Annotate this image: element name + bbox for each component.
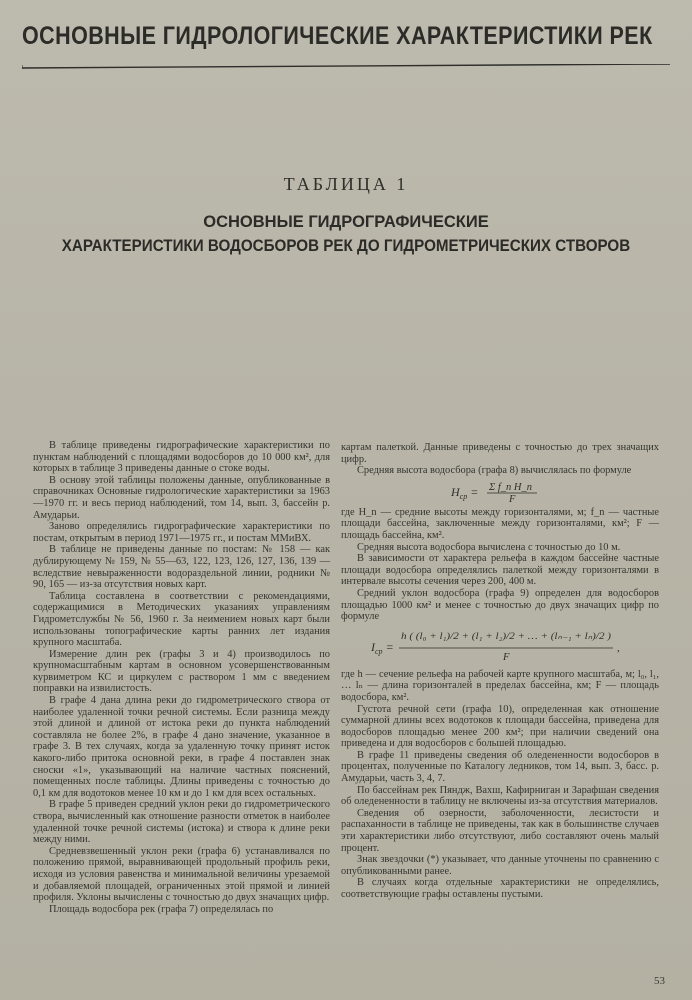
paragraph: Заново определялись гидрографические характеристики по постам, открытым в период 1971—1975 гг., и постам ММиВХ. <box>33 521 330 544</box>
paragraph: В зависимости от характера рельефа в каждом бассейне частные площади водосбора определялись палеткой между горизонталями в интервале высоты сечения через 200, 400 м. <box>341 553 659 588</box>
formula-denominator: F <box>503 651 510 663</box>
header-rule <box>22 64 670 72</box>
paragraph: Измерение длин рек (графы 3 и 4) производилось по крупномасштабным картам в основном усовершенствованным курвиметром КС и циркулем с раствором 1 мм с введением поправки на извилистость. <box>33 648 330 695</box>
formula-denominator: F <box>509 493 516 505</box>
left-text-column <box>33 440 330 915</box>
paragraph: В основу этой таблицы положены данные, опубликованные в справочниках Основные гидрологические характеристики за 1963—1970 гг. и весь период наблюдений, том 14, вып. 3, бассейн р. Амударьи. <box>33 474 330 521</box>
formula-lhs: H <box>451 484 460 499</box>
formula-lhs-sub: ср <box>459 491 468 501</box>
formula-numerator: Σ f_n H_n <box>489 481 532 493</box>
formula-lhs: I <box>371 639 375 654</box>
paragraph: Средний уклон водосбора (графа 9) определен для водосборов площадью 1000 км² и менее с точностью до двух значащих цифр по формуле <box>341 587 659 623</box>
formula-lhs-sub: ср <box>375 646 383 656</box>
paragraph: В графе 4 дана длина реки до гидрометрического створа от наиболее удаленной точки речной системы. Если разница между этой длиной и длиной от истока реки до пункта наблюдений составляла не более 2%, в графе 4 дано значение, указанное в графе 3. В тех случаях, когда за удаленную точку принят исток какого-либо притока основной реки, в графе 4 поставлен знак сноски «1», указывающий на наличие частных пояснений, помещенных после таблицы. Длины приведены с точностью до 0,1 км для водотоков менее 10 км и до 1 км для всех остальных. <box>33 695 330 799</box>
paragraph: Знак звездочки (*) указывает, что данные уточнены по сравнению с опубликованными ранее. <box>341 854 659 877</box>
paragraph: Сведения об озерности, заболоченности, лесистости и распаханности в таблице не приведены, так как в большинстве случаев эти характеристики либо отсутствуют, либо составляют очень малый процент. <box>341 807 659 854</box>
svg-text:Hср =: $H_{ср}$ = <box>451 484 479 501</box>
paragraph: В случаях когда отдельные характеристики не определялись, соответствующие графы оставлены пустыми. <box>341 877 659 900</box>
paragraph: По бассейнам рек Пяндж, Вахш, Кафирниган и Зарафшан сведения об оледененности в таблицу не включены из-за отсутствия материалов. <box>341 784 659 808</box>
paragraph: Площадь водосбора рек (графа 7) определялась по <box>49 903 274 915</box>
table-title-line1: ОСНОВНЫЕ ГИДРОГРАФИЧЕСКИЕ <box>203 213 489 231</box>
paragraph: В таблице не приведены данные по постам: № 158 — как дублирующему № 159, № 55—63, 122, 123, 126, 127, 136, 139 — вследствие невыраженности водораздельной линии, родники № 90, 165 — из-за отсутствия новых карт. <box>33 544 330 591</box>
paragraph: картам палеткой. Данные приведены с точностью до трех значащих цифр. <box>341 442 659 465</box>
paragraph: В графе 5 приведен средний уклон реки до гидрометрического створа, вычисленный как отношение разности отметок в наиболее удаленной точке речной системы (истока) и створа к длине реки между ними. <box>33 799 330 846</box>
paragraph: В таблице приведены гидрографические характеристики по пунктам наблюдений с площадями водосборов до 10 000 км², для которых в таблице 3 приведены данные о стоке воды. <box>33 440 330 475</box>
formula-mean-slope <box>341 627 659 667</box>
paragraph: где H_n — средние высоты между горизонталями, м; f_n — частные площади бассейна, заключенные между горизонталями, км²; F — площадь бассейна, км². <box>341 506 659 541</box>
paragraph: Таблица составлена в соответствии с рекомендациями, содержащимися в Методических указаниях управлениям Гидрометслужбы № 56, 1960 г. За неимением новых карт были использованы топографические карты ранних лет издания крупного масштаба. <box>33 590 330 649</box>
formula-numerator: h ( (l₀ + l₁)/2 + (l₁ + l₂)/2 + … + (lₙ₋₁ + lₙ)/2 ) <box>401 630 611 641</box>
formula-mean-height <box>341 481 659 503</box>
paragraph: где h — сечение рельефа на рабочей карте крупного масштаба, м; l₀, l₁, … lₙ — длина горизонталей в пределах бассейна, км; F — площадь водосбора, км². <box>341 668 659 703</box>
right-text-column <box>341 442 659 901</box>
table-title-line2: ХАРАКТЕРИСТИКИ ВОДОСБОРОВ РЕК ДО ГИДРОМЕТРИЧЕСКИХ СТВОРОВ <box>61 237 631 255</box>
chapter-header-title: ОСНОВНЫЕ ГИДРОЛОГИЧЕСКИЕ ХАРАКТЕРИСТИКИ РЕК <box>22 22 653 50</box>
paragraph: Средняя высота водосбора вычислена с точностью до 10 м. <box>357 541 621 553</box>
paragraph: Средняя высота водосбора (графа 8) вычислялась по формуле <box>357 465 632 477</box>
page-number: 53 <box>654 975 665 987</box>
svg-text:Iср =: $I_{ср}$ = <box>371 639 394 656</box>
table-number: ТАБЛИЦА 1 <box>283 174 409 194</box>
paragraph: Средневзвешенный уклон реки (графа 6) устанавливался по положению прямой, выравнивающей продольный профиль реки, исходя из условия равенства и минимальной величины урезаемой и добавляемой площадей, ограниченных этой прямой и линией профиля. Уклоны вычислены с точностью до двух значащих цифр. <box>33 845 330 904</box>
paragraph: В графе 11 приведены сведения об оледененности водосборов в процентах, полученные по Каталогу ледников, том 14, вып. 3, басс. р. Амударьи, часть 3, 4, 7. <box>341 749 659 785</box>
paragraph: Густота речной сети (графа 10), определенная как отношение суммарной длины всех водотоков к площади бассейна, приведена для водосборов площадью менее 200 км²; при наличии сведений она приведена и для водосборов с большей площадью. <box>341 703 659 750</box>
svg-text:,: , <box>617 641 620 654</box>
